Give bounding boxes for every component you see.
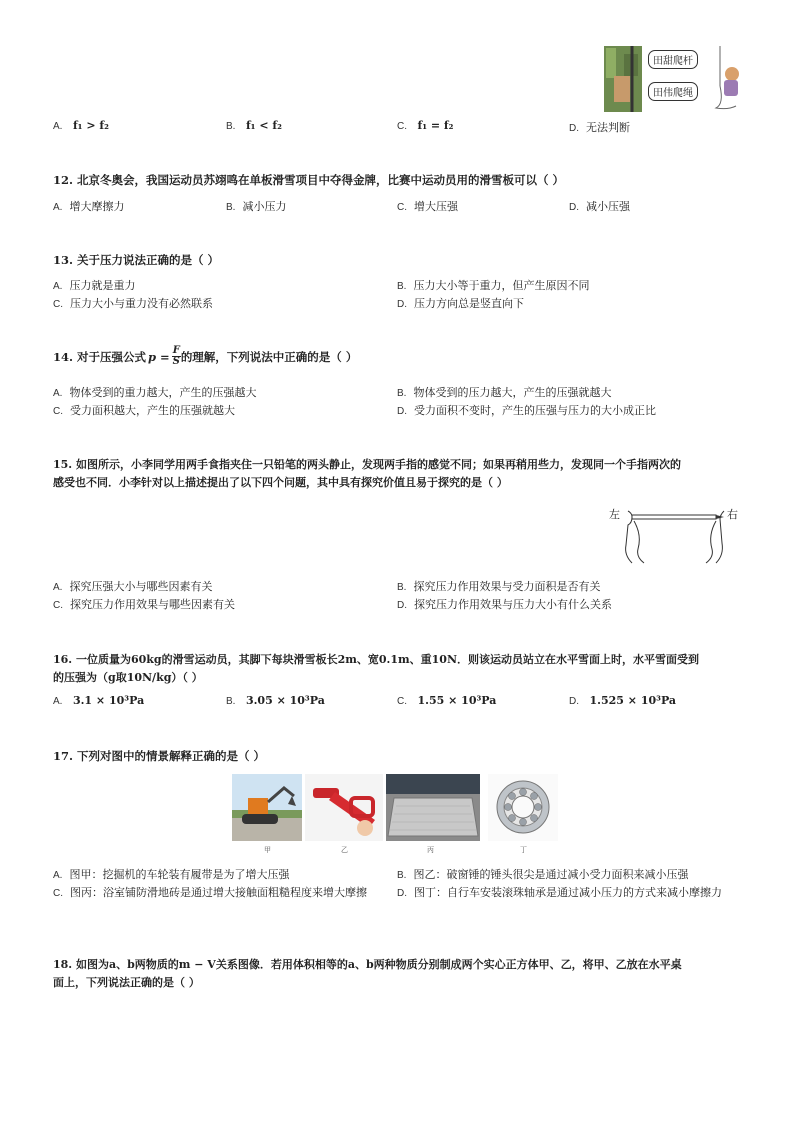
q12-option-c bbox=[397, 198, 458, 214]
option-text: f₁ > f₂ bbox=[72, 119, 109, 132]
option-text: 压力大小与重力没有必然联系 bbox=[70, 297, 213, 310]
option-text: 图甲：挖掘机的车轮装有履带是为了增大压强 bbox=[69, 868, 290, 881]
option-text: 图乙：破窗锤的锤头很尖是通过减小受力面积来减小压强 bbox=[413, 868, 689, 881]
q16-option-b bbox=[226, 694, 325, 707]
option-text: 探究压强大小与哪些因素有关 bbox=[69, 580, 213, 593]
option-letter: A. bbox=[53, 870, 63, 881]
q12-option-b bbox=[226, 198, 286, 214]
option-letter: A. bbox=[53, 696, 63, 707]
stem-text: 的理解，下列说法中正确的是（ ） bbox=[180, 349, 358, 364]
option-letter: C. bbox=[53, 299, 63, 310]
pencil-fingers-figure bbox=[620, 505, 730, 567]
fraction-numerator: F bbox=[172, 345, 180, 356]
bathroom-tile-image bbox=[386, 774, 480, 841]
q13-option-b bbox=[397, 277, 589, 293]
q12-option-a bbox=[53, 198, 124, 214]
q13-option-c bbox=[53, 295, 213, 311]
q16-option-d bbox=[569, 694, 676, 707]
option-letter: D. bbox=[397, 600, 407, 611]
option-text: f₁ < f₂ bbox=[245, 119, 282, 132]
q18-stem-line2: 面上，下列说法正确的是（ ） bbox=[53, 976, 200, 989]
q14-option-a bbox=[53, 384, 256, 400]
option-text: 压力方向总是竖直向下 bbox=[414, 297, 524, 310]
option-text: 3.1 × 10³Pa bbox=[72, 694, 145, 707]
option-letter: A. bbox=[53, 582, 63, 593]
bearing-image bbox=[488, 774, 558, 841]
q15-option-a bbox=[53, 578, 212, 594]
option-letter: C. bbox=[53, 888, 63, 899]
option-text: f₁ = f₂ bbox=[417, 119, 454, 132]
q15-label-right: 右 bbox=[727, 508, 738, 521]
q15-option-b bbox=[397, 578, 600, 594]
option-text: 图丙：浴室铺防滑地砖是通过增大接触面粗糙程度来增大摩擦 bbox=[70, 886, 367, 899]
q17-option-a bbox=[53, 866, 289, 882]
q13-stem: 13. 关于压力说法正确的是（ ） bbox=[53, 253, 220, 267]
option-text: 探究压力作用效果与压力大小有什么关系 bbox=[414, 598, 612, 611]
option-letter: C. bbox=[397, 696, 407, 707]
option-letter: A. bbox=[53, 281, 63, 292]
option-text: 无法判断 bbox=[586, 121, 630, 134]
option-letter: B. bbox=[397, 388, 407, 399]
q11-option-c bbox=[397, 119, 453, 132]
option-text: 增大摩擦力 bbox=[69, 200, 125, 213]
option-letter: C. bbox=[53, 406, 63, 417]
caption-yi: 乙 bbox=[341, 847, 348, 854]
option-text: 图丁：自行车安装滚珠轴承是通过减小压力的方式来减小摩擦力 bbox=[414, 886, 722, 899]
q13-option-d bbox=[397, 295, 524, 311]
option-letter: B. bbox=[397, 870, 407, 881]
q16-option-c bbox=[397, 694, 496, 707]
option-text: 3.05 × 10³Pa bbox=[245, 694, 325, 707]
option-letter: B. bbox=[226, 202, 236, 213]
option-text: 减小压力 bbox=[242, 200, 287, 213]
q11-label-top: 田甜爬杆 bbox=[648, 50, 698, 69]
caption-jia: 甲 bbox=[264, 847, 271, 854]
q15-option-c bbox=[53, 596, 235, 612]
q12-option-d bbox=[569, 198, 630, 214]
option-letter: A. bbox=[53, 388, 63, 399]
option-letter: B. bbox=[397, 582, 407, 593]
q17-option-d bbox=[397, 884, 737, 903]
option-text: 增大压强 bbox=[414, 200, 458, 213]
hammer-icon bbox=[305, 774, 383, 841]
q16-stem-line2: 的压强为（g取10N/kg）（ ） bbox=[53, 671, 203, 684]
q15-option-d bbox=[397, 596, 612, 612]
q15-stem-line1: 15. 如图所示，小李同学用两手食指夹住一只铅笔的两头静止，发现两手指的感觉不同；如果再稍用些力，发现同一个手指两次的 bbox=[53, 458, 681, 471]
q16-option-a bbox=[53, 694, 144, 707]
option-letter: D. bbox=[569, 696, 579, 707]
excavator-icon bbox=[232, 774, 302, 841]
formula-p: p = bbox=[148, 349, 170, 364]
option-letter: B. bbox=[226, 696, 236, 707]
q17-stem: 17. 下列对图中的情景解释正确的是（ ） bbox=[53, 749, 266, 763]
q15-stem-line2: 感受也不同．小李针对以上描述提出了以下四个问题，其中具有探究价值且易于探究的是（ ） bbox=[53, 476, 508, 489]
option-text: 1.55 × 10³Pa bbox=[417, 694, 497, 707]
option-letter: C. bbox=[397, 202, 407, 213]
fraction-denominator: S bbox=[172, 356, 180, 367]
q14-option-b bbox=[397, 384, 611, 400]
bearing-icon bbox=[488, 774, 558, 841]
q15-label-left: 左 bbox=[609, 508, 620, 521]
q17-option-b bbox=[397, 866, 688, 882]
q14-option-c bbox=[53, 402, 235, 418]
q11-label-bottom: 田伟爬绳 bbox=[648, 82, 698, 101]
window-hammer-image bbox=[305, 774, 383, 841]
pencil-hands-illustration bbox=[620, 505, 730, 567]
q17-option-c bbox=[53, 884, 383, 903]
option-letter: D. bbox=[397, 888, 407, 899]
q11-option-d bbox=[569, 119, 630, 135]
option-letter: C. bbox=[397, 121, 407, 132]
caption-ding: 丁 bbox=[520, 847, 527, 854]
q14-stem bbox=[53, 346, 357, 367]
option-letter: B. bbox=[226, 121, 236, 132]
option-letter: D. bbox=[397, 299, 407, 310]
option-text: 探究压力作用效果与哪些因素有关 bbox=[70, 598, 235, 611]
option-letter: A. bbox=[53, 121, 63, 132]
option-text: 减小压强 bbox=[586, 200, 630, 213]
option-letter: D. bbox=[569, 202, 579, 213]
option-text: 受力面积不变时，产生的压强与压力的大小成正比 bbox=[414, 404, 656, 417]
q11-option-b bbox=[226, 119, 282, 132]
stem-text: 14. 对于压强公式 bbox=[53, 349, 147, 364]
option-text: 探究压力作用效果与受力面积是否有关 bbox=[413, 580, 601, 593]
q14-option-d bbox=[397, 402, 656, 418]
caption-bing: 丙 bbox=[427, 847, 434, 854]
option-text: 受力面积越大，产生的压强就越大 bbox=[70, 404, 235, 417]
option-letter: D. bbox=[397, 406, 407, 417]
option-letter: C. bbox=[53, 600, 63, 611]
excavator-image bbox=[232, 774, 302, 841]
option-letter: A. bbox=[53, 202, 63, 213]
q11-option-a bbox=[53, 119, 109, 132]
q16-stem-line1: 16. 一位质量为60kg的滑雪运动员，其脚下每块滑雪板长2m、宽0.1m、重10N．则该运动员站立在水平雪面上时，水平雪面受到 bbox=[53, 653, 700, 666]
option-letter: B. bbox=[397, 281, 407, 292]
q12-stem: 12. 北京冬奥会，我国运动员苏翊鸣在单板滑雪项目中夺得金牌，比赛中运动员用的滑雪板可以（ ） bbox=[53, 173, 565, 187]
option-text: 压力就是重力 bbox=[69, 279, 136, 292]
tile-icon bbox=[386, 774, 480, 841]
q18-stem-line1: 18. 如图为a、b两物质的m − V关系图像．若用体积相等的a、b两种物质分别制成两个实心正方体甲、乙，将甲、乙放在水平桌 bbox=[53, 958, 682, 971]
q13-option-a bbox=[53, 277, 135, 293]
option-text: 1.525 × 10³Pa bbox=[589, 694, 677, 707]
option-letter: D. bbox=[569, 123, 579, 134]
option-text: 压力大小等于重力，但产生原因不同 bbox=[413, 279, 590, 292]
option-text: 物体受到的重力越大，产生的压强越大 bbox=[69, 386, 257, 399]
option-text: 物体受到的压力越大，产生的压强就越大 bbox=[413, 386, 612, 399]
formula-fraction bbox=[172, 346, 181, 367]
